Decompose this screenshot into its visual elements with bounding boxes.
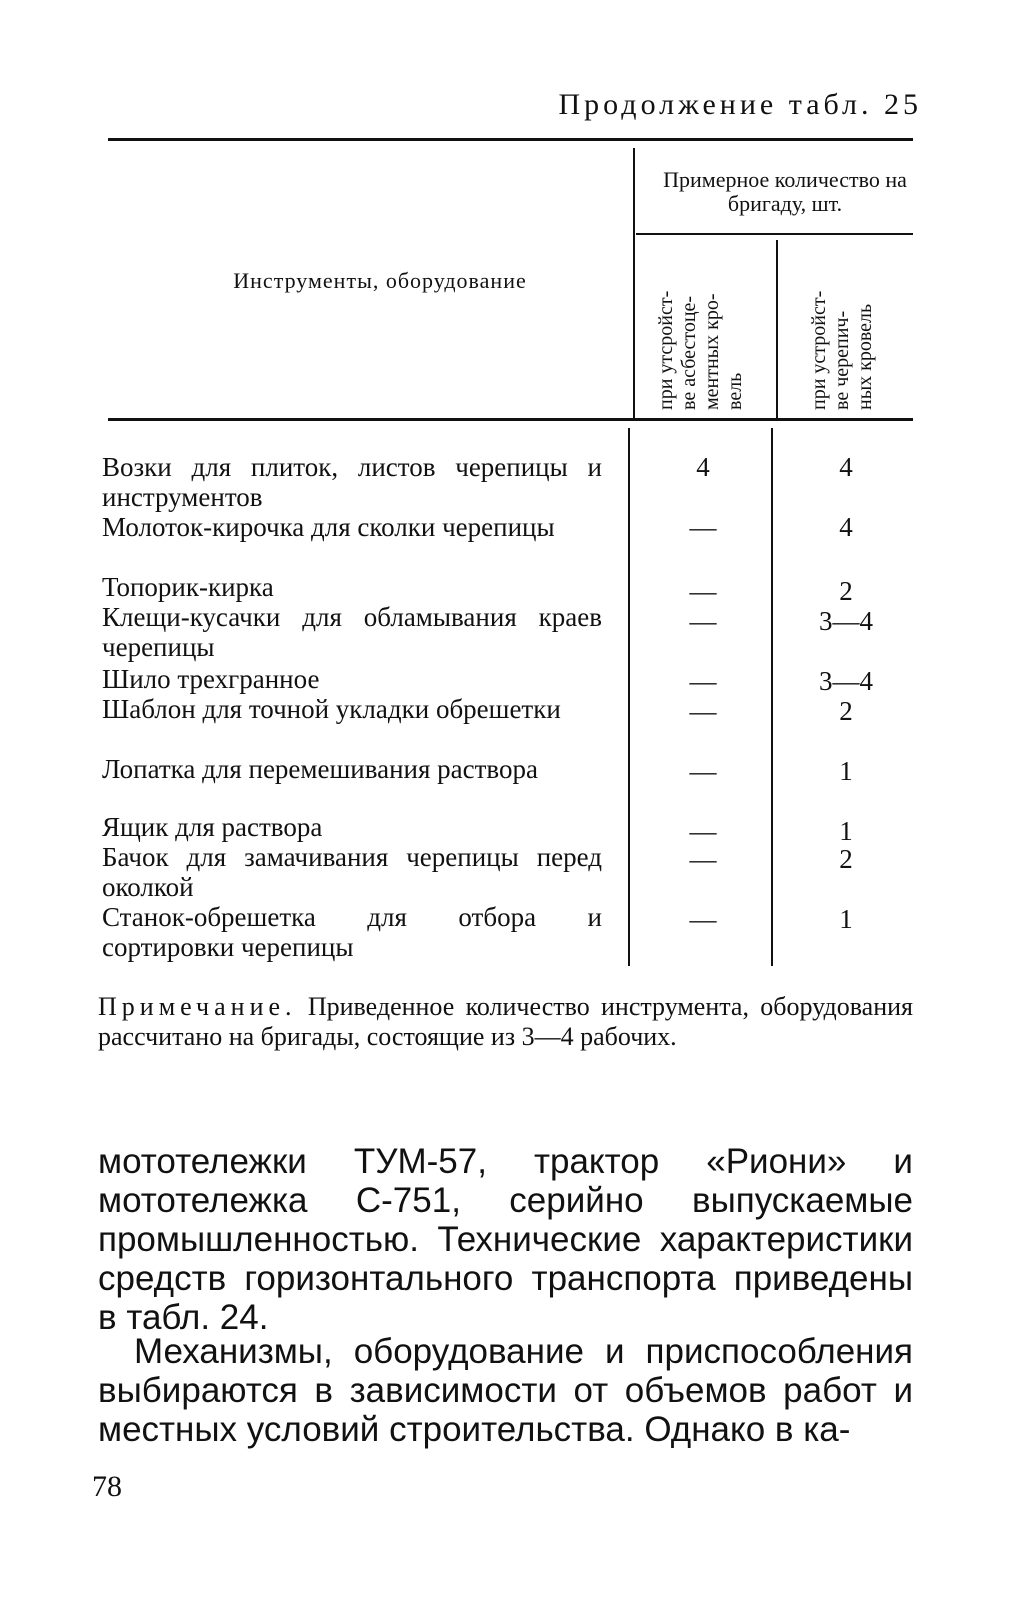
body-paragraph: мототележки ТУМ-57, трактор «Риони» и мототележка С-751, серийно выпускаемые промышленностью. Технические характеристики средств горизонтального транспорта приведены в табл. 24. [98, 1142, 913, 1337]
note-text: Приведенное количество инструмента, оборудования рассчитано на бригады, состоящие из 3—4 рабочих. [98, 992, 913, 1051]
table-cell-a: — [689, 606, 717, 636]
header-tools-equipment: Инструменты, оборудование [233, 268, 527, 293]
table-cell-a: — [689, 816, 717, 846]
table-row-name: Шило трехгранное [102, 664, 320, 694]
table-cell-b: 1 [839, 756, 853, 786]
header-tile-roofs: при устройст- ве черепич- ных кровель [808, 290, 876, 410]
table-row-name: Станок-обрешетка для отбора и сортировки черепицы [102, 902, 602, 962]
table-cell-b: 2 [839, 696, 853, 726]
table-cell-a: — [689, 844, 717, 874]
page-number: 78 [92, 1470, 122, 1503]
column-divider-sub [776, 240, 778, 418]
table-cell-a: — [689, 512, 717, 542]
table-row-name: Возки для плиток, листов черепицы и инструментов [102, 452, 602, 512]
table-row-name: Молоток-кирочка для сколки черепицы [102, 512, 555, 542]
table-cell-a: — [689, 904, 717, 934]
table-cell-b: 4 [839, 452, 853, 482]
table-cell-a: — [689, 756, 717, 786]
table-cell-b: 3—4 [819, 606, 873, 636]
table-top-rule [108, 138, 913, 141]
table-cell-b: 1 [839, 904, 853, 934]
header-bottom-rule [108, 418, 913, 421]
note-label: Примечание. [98, 992, 297, 1021]
header-quantity-group: Примерное количество на бригаду, шт. [663, 167, 907, 216]
table-row-name: Топорик-кирка [102, 572, 274, 602]
table-cell-a: — [689, 696, 717, 726]
column-divider-main [633, 148, 635, 418]
table-cell-a: — [689, 576, 717, 606]
table-cell-b: 1 [839, 816, 853, 846]
table-cell-a: 4 [696, 452, 710, 482]
table-cell-b: 2 [839, 576, 853, 606]
table-cell-a: — [689, 666, 717, 696]
body-paragraph: Механизмы, оборудование и приспособления выбираются в зависимости от объемов работ и местных условий строительства. Однако в ка- [98, 1332, 913, 1449]
column-divider-sub-body [771, 428, 773, 966]
table-note [98, 992, 913, 1052]
table-cell-b: 3—4 [819, 666, 873, 696]
table-caption: Продолжение табл. 25 [558, 88, 922, 121]
table-row-name: Бачок для замачивания черепицы перед околкой [102, 842, 602, 902]
table-row-name: Ящик для раствора [102, 812, 323, 842]
table-row-name: Шаблон для точной укладки обрешетки [102, 694, 561, 724]
column-divider-main-body [628, 428, 630, 966]
table-row-name: Лопатка для перемешивания раствора [102, 754, 538, 784]
table-row-name: Клещи-кусачки для обламывания краев черепицы [102, 602, 602, 662]
group-header-rule [636, 233, 913, 235]
header-asbestos-roofs: при утсройст- ве асбестоце- ментных кро- вель [655, 290, 746, 410]
table-cell-b: 4 [839, 512, 853, 542]
table-cell-b: 2 [839, 844, 853, 874]
